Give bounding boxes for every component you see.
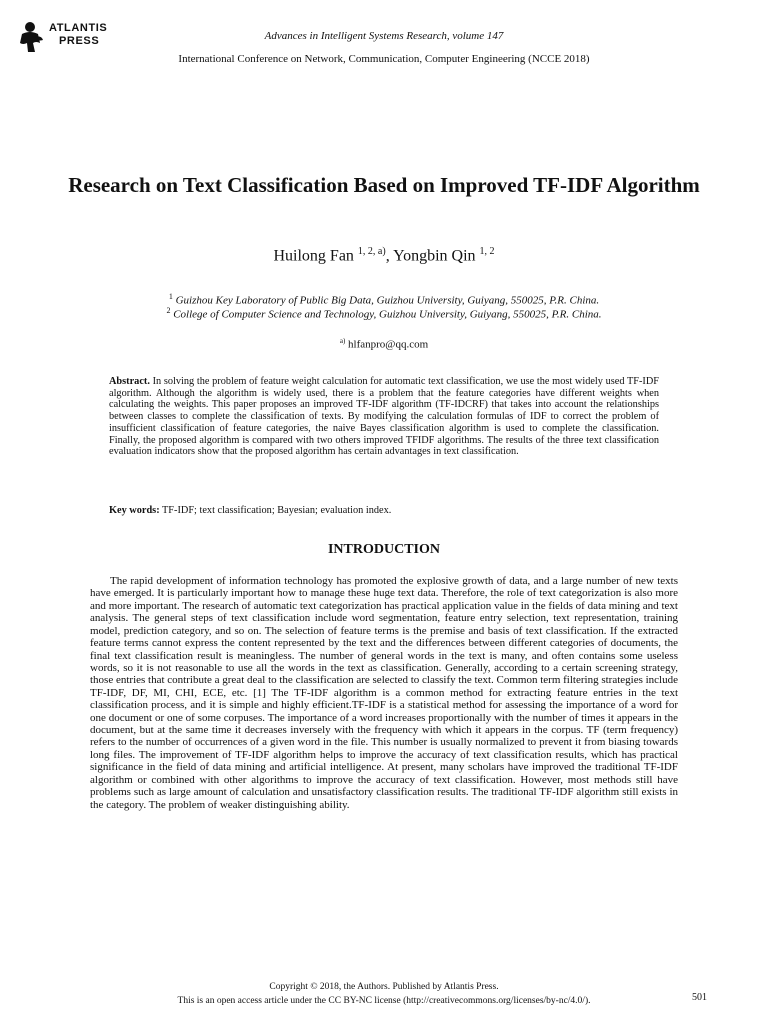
logo-wordmark-line2: PRESS — [59, 35, 100, 47]
affiliation — [0, 306, 768, 321]
email-mark: a) — [339, 337, 346, 345]
author-email — [0, 337, 768, 351]
section-heading: INTRODUCTION — [327, 542, 440, 557]
introduction-paragraph: The rapid development of information technology has promoted the explosive growth of data, and a large number of new texts have emerged. It is particularly important how to manage these huge text data. Therefore, the role of text categorization is also more and more important. The research of automatic text categorization has practical application value in the fields of data mining and text analysis. The general steps of text classification include word segmentation, feature entry selection, text representation, training model, prediction category, and so on. The selection of feature terms is the premise and basis of text classification. If the extracted feature terms cannot express the content represented by the text and the differences between different categories of documents, the final text classification result is meaningless. The number of general words in the text is many, and often contains some useless words, so it is not reasonable to use all the words in the text as classification. Generally, according to a certain screening strategy, those entries that contribute a great deal to the classification are selected to classify the text. Common term filtering strategies include TF-IDF, DF, MI, CHI, ECE, etc. [1] The TF-IDF algorithm is a common method for extracting feature entries in the text classification process, and it is simple and highly efficient.TF-IDF is a statistical method for assessing the importance of a word for one document or one of some corpuses. The importance of a word increases proportionally with the number of times it appears in the document, but at the same time it decreases inversely with the frequency with which it appears in the corpus. TF (term frequency) refers to the number of occurrences of a given word in the file. This number is usually normalized to prevent it from biasing towards long files. The improvement of TF-IDF algorithm helps to improve the accuracy of text classification results, which has practical significance in the field of data mining and artificial intelligence. At present, many scholars have improved the traditional TF-IDF algorithm or combined with other algorithms to improve the accuracy of text classification. However, most methods still have problems such as large amount of calculation and unsatisfactory classification results. The traditional TF-IDF algorithm still exists in the category. The problem of weaker distinguishing ability. — [90, 575, 678, 811]
author-list — [0, 246, 768, 265]
author-affiliation-marks: 1, 2 — [479, 246, 495, 257]
abstract-text: In solving the problem of feature weight calculation for automatic text classification, we use the most widely used TF-IDF algorithm. Although the algorithm is widely used, there is a problem that the feature categories have different weights when calculating the weights. This paper proposes an improved TF-IDF algorithm (TF-IDCRF) that takes into account the relationships between classes to complete the classification of texts. By modifying the calculation formulas of IDF to correct the problem of insufficient classification of feature categories, the naive Bayes classification algorithm is used to complete the classification. Finally, the proposed algorithm is compared with two others improved TFIDF algorithms. The results of the three text classification evaluation indicators show that the proposed algorithm has certain advantages in text classification. — [109, 376, 660, 458]
keywords — [109, 505, 659, 516]
affiliation-text: Guizhou Key Laboratory of Public Big Data, Guizhou University, Guiyang, 550025, P.R. China. — [175, 294, 600, 307]
abstract-label: Abstract. — [109, 376, 150, 387]
author-separator: , — [385, 247, 394, 265]
abstract — [109, 376, 659, 458]
license-notice: This is an open access article under the CC BY-NC license (http://creativecommons.org/licenses/by-nc/4.0/). — [177, 996, 591, 1006]
affiliation-text: College of Computer Science and Technology, Guizhou University, Guiyang, 550025, P.R. China. — [173, 308, 602, 321]
journal-title: Advances in Intelligent Systems Research, volume 147 — [264, 30, 504, 42]
keywords-label: Key words: — [109, 505, 160, 516]
email-address: hlfanpro@qq.com — [348, 338, 429, 351]
logo-wordmark-line1: ATLANTIS — [49, 22, 108, 34]
author-name: Huilong Fan — [273, 247, 354, 265]
copyright-notice: Copyright © 2018, the Authors. Published by Atlantis Press. — [269, 982, 499, 992]
page-number: 501 — [692, 992, 707, 1003]
keywords-text: TF-IDF; text classification; Bayesian; evaluation index. — [162, 505, 392, 516]
affiliation-mark: 2 — [166, 306, 171, 315]
affiliation — [0, 292, 768, 307]
affiliation-mark: 1 — [168, 292, 173, 301]
conference-title: International Conference on Network, Communication, Computer Engineering (NCCE 2018) — [178, 53, 590, 65]
paper-title: Research on Text Classification Based on Improved TF-IDF Algorithm — [68, 173, 700, 197]
author-affiliation-marks: 1, 2, a) — [357, 246, 386, 257]
author-name: Yongbin Qin — [393, 247, 476, 265]
